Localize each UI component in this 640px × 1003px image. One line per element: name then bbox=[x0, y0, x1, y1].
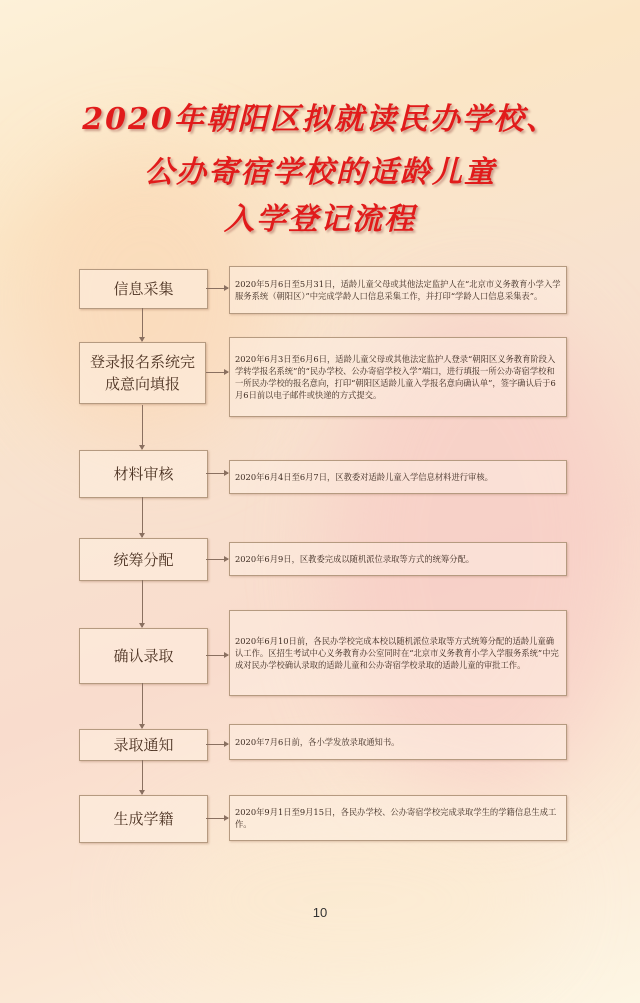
connector-arrow bbox=[206, 744, 228, 745]
flow-arrow bbox=[142, 497, 143, 537]
step-box-material-review: 材料审核 bbox=[79, 450, 208, 498]
step-description-material-review: 2020年6月4日至6月7日，区教委对适龄儿童入学信息材料进行审核。 bbox=[229, 460, 567, 494]
step-box-admission-notice: 录取通知 bbox=[79, 729, 208, 761]
page-title-line-2: 公办寄宿学校的适龄儿童 bbox=[144, 155, 496, 190]
step-description-info-collection: 2020年5月6日至5月31日，适龄儿童父母或其他法定监护人在“北京市义务教育小学入学服务系统（朝阳区）”中完成学龄人口信息采集工作，并打印“学龄人口信息采集表”。 bbox=[229, 266, 567, 314]
connector-arrow bbox=[206, 818, 228, 819]
connector-arrow bbox=[206, 473, 228, 474]
flow-arrow bbox=[142, 683, 143, 728]
step-description-admission-confirm: 2020年6月10日前，各民办学校完成本校以随机派位录取等方式统筹分配的适龄儿童确认工作。区招生考试中心义务教育办公室同时在“北京市义务教育小学入学服务系统”中完成对民办学校确认录取的适龄儿童和公办寄宿学校录取的适龄儿童的审批工作。 bbox=[229, 610, 567, 696]
flow-arrow bbox=[142, 580, 143, 627]
connector-arrow bbox=[206, 288, 228, 289]
connector-arrow bbox=[206, 655, 228, 656]
step-description-admission-notice: 2020年7月6日前，各小学发放录取通知书。 bbox=[229, 724, 567, 760]
flow-arrow bbox=[142, 308, 143, 341]
page-number: 10 bbox=[312, 905, 328, 920]
step-box-info-collection: 信息采集 bbox=[79, 269, 208, 309]
step-description-student-record: 2020年9月1日至9月15日，各民办学校、公办寄宿学校完成录取学生的学籍信息生成工作。 bbox=[229, 795, 567, 841]
connector-arrow bbox=[206, 372, 228, 373]
step-box-admission-confirm: 确认录取 bbox=[79, 628, 208, 684]
connector-arrow bbox=[206, 559, 228, 560]
step-box-registration: 登录报名系统完成意向填报 bbox=[79, 342, 206, 404]
flow-arrow bbox=[142, 405, 143, 449]
step-description-registration: 2020年6月3日至6月6日，适龄儿童父母或其他法定监护人登录“朝阳区义务教育阶段入学转学报名系统”的“民办学校、公办寄宿学校入学”端口，进行填报一所公办寄宿学校和一所民办学校的报名意向，打印“朝阳区适龄儿童入学报名意向确认单”，签字确认后于6月6日前以电子邮件或快递的方式提交。 bbox=[229, 337, 567, 417]
step-box-student-record: 生成学籍 bbox=[79, 795, 208, 843]
page-title-line-1: 2020年朝阳区拟就读民办学校、 bbox=[82, 102, 558, 137]
step-box-allocation: 统筹分配 bbox=[79, 538, 208, 581]
flow-arrow bbox=[142, 760, 143, 794]
page-title-line-3: 入学登记流程 bbox=[224, 202, 416, 237]
step-description-allocation: 2020年6月9日，区教委完成以随机派位录取等方式的统筹分配。 bbox=[229, 542, 567, 576]
